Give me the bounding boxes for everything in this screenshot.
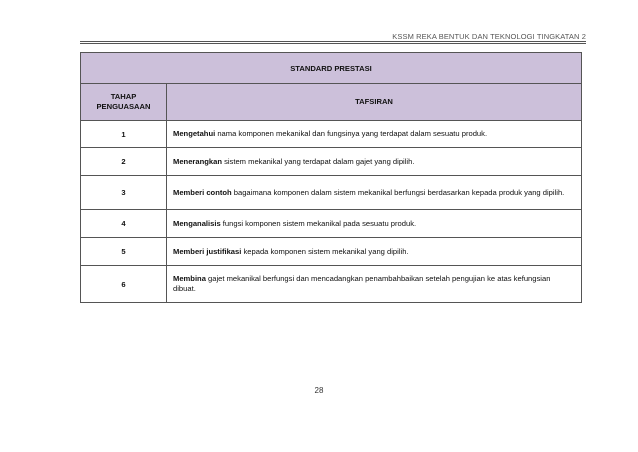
description-text: sistem mekanikal yang terdapat dalam gajet yang dipilih.: [221, 156, 415, 166]
column-header-level: TAHAP PENGUASAAN: [81, 84, 167, 121]
description-verb: Memberi justifikasi: [173, 246, 242, 256]
table-row: [81, 121, 582, 148]
column-header-description: TAFSIRAN: [167, 84, 582, 121]
description-cell: [167, 238, 582, 266]
standard-prestasi-table: [80, 52, 582, 303]
table-row: [81, 238, 582, 266]
level-cell: 4: [81, 210, 167, 238]
description-text: kepada komponen sistem mekanikal yang dipilih.: [241, 246, 409, 256]
description-cell: [167, 210, 582, 238]
description-verb: Mengetahui: [173, 129, 216, 138]
description-verb: Memberi contoh: [173, 187, 232, 197]
table-row: [81, 210, 582, 238]
description-text: nama komponen mekanikal dan fungsinya yang terdapat dalam sesuatu produk.: [215, 129, 488, 138]
description-cell: [167, 121, 582, 148]
description-verb: Menerangkan: [173, 156, 222, 166]
description-verb: Membina: [173, 274, 206, 283]
description-cell: [167, 266, 582, 303]
level-cell: 6: [81, 266, 167, 303]
description-text: gajet mekanikal berfungsi dan mencadangkan penambahbaikan setelah pengujian ke atas kefungsian dibuat.: [173, 274, 551, 293]
level-cell: 3: [81, 176, 167, 210]
table-row: [81, 176, 582, 210]
running-header: KSSM REKA BENTUK DAN TEKNOLOGI TINGKATAN 2: [392, 32, 586, 41]
level-cell: 1: [81, 121, 167, 148]
description-verb: Menganalisis: [173, 218, 221, 228]
description-text: bagaimana komponen dalam sistem mekanikal berfungsi berdasarkan kepada produk yang dipilih.: [231, 187, 565, 197]
page-number: 28: [314, 386, 324, 395]
table-row: [81, 148, 582, 176]
header-rule: [80, 41, 586, 44]
description-text: fungsi komponen sistem mekanikal pada sesuatu produk.: [220, 218, 417, 228]
table-title: STANDARD PRESTASI: [81, 53, 582, 84]
description-cell: [167, 148, 582, 176]
level-cell: 2: [81, 148, 167, 176]
table-row: [81, 266, 582, 303]
description-cell: [167, 176, 582, 210]
level-cell: 5: [81, 238, 167, 266]
